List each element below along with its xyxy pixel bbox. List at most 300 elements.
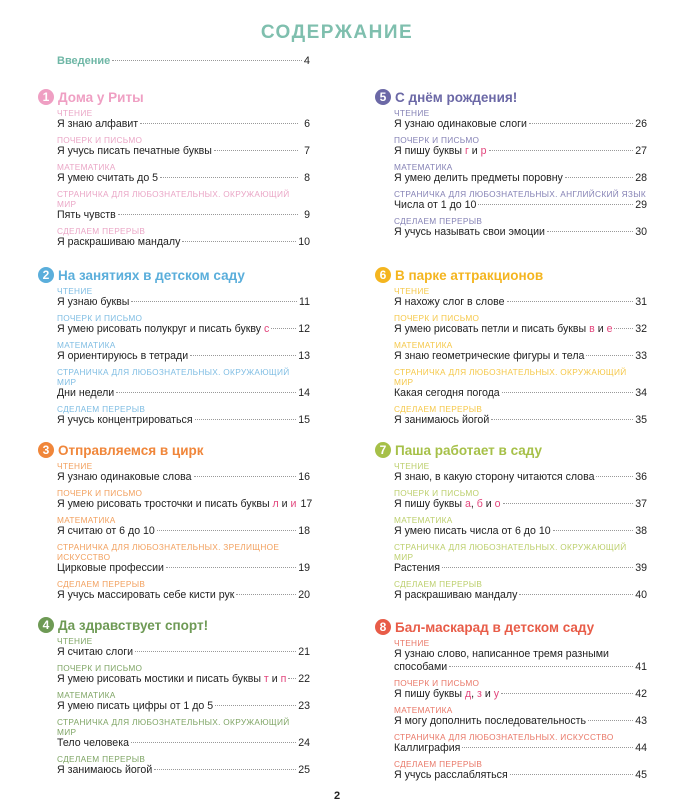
dot-leader: [166, 567, 296, 568]
title-text: Я знаю алфавит: [57, 118, 139, 130]
entry-title: [57, 562, 164, 575]
dot-leader: [131, 301, 297, 302]
page-number: 33: [635, 350, 647, 362]
entry-title: [394, 688, 499, 701]
title-text: Я раскрашиваю мандалу: [394, 589, 518, 601]
section-title: Паша работает в саду: [395, 442, 543, 458]
entry-category: МАТЕМАТИКА: [394, 162, 453, 172]
dot-leader: [214, 150, 298, 151]
dot-leader: [116, 392, 296, 393]
title-text: Дни недели: [57, 387, 115, 399]
dot-leader: [154, 769, 296, 770]
entry-title: [394, 661, 447, 674]
toc-section: [375, 618, 665, 786]
dot-leader: [502, 392, 634, 393]
toc-entry[interactable]: [394, 340, 647, 363]
title-text: Я нахожу слог в слове: [394, 296, 505, 308]
entry-title: [394, 350, 584, 363]
entry-line: [394, 145, 647, 158]
page-number: 37: [635, 498, 647, 510]
entry-title: [57, 145, 212, 158]
section-title: Отправляемся в цирк: [58, 442, 204, 458]
entry-category: ПОЧЕРК И ПИСЬМО: [394, 135, 480, 145]
dot-leader: [586, 355, 633, 356]
page-number: 41: [635, 661, 647, 673]
dot-leader: [588, 720, 633, 721]
entry-title: [394, 414, 489, 427]
toc-entry[interactable]: [394, 515, 647, 538]
entry-title: [57, 646, 133, 659]
title-text: Какая сегодня погода: [394, 387, 500, 399]
page-number: 6: [304, 118, 310, 130]
title-text: Растения: [394, 562, 441, 574]
entry-title: [57, 673, 286, 686]
entry-line: [57, 700, 310, 713]
toc-entry[interactable]: [57, 286, 310, 309]
entry-title: [57, 209, 116, 222]
toc-entry[interactable]: [394, 162, 647, 185]
entry-category: СТРАНИЧКА ДЛЯ ЛЮБОЗНАТЕЛЬНЫХ. ОКРУЖАЮЩИЙ МИР: [57, 367, 290, 387]
title-text: Я занимаюсь йогой: [57, 764, 153, 776]
section-number-badge: 7: [375, 442, 391, 458]
toc-entry[interactable]: [57, 108, 310, 131]
toc-entry[interactable]: [57, 404, 310, 427]
toc-entry[interactable]: [394, 404, 647, 427]
entry-title: [57, 764, 152, 777]
entry-line: [57, 236, 310, 249]
entry-category: ПОЧЕРК И ПИСЬМО: [394, 488, 480, 498]
section-number-badge: 4: [38, 617, 54, 633]
page-number: 17: [300, 498, 313, 510]
dot-leader: [131, 742, 296, 743]
toc-entry[interactable]: [394, 678, 647, 701]
title-text: и: [468, 145, 481, 157]
page-number: 44: [635, 742, 647, 754]
section-header[interactable]: [375, 266, 665, 284]
entry-category: ЧТЕНИЕ: [57, 636, 93, 646]
entry-category: ЧТЕНИЕ: [57, 461, 93, 471]
entry-title: [57, 236, 180, 249]
toc-section: [375, 266, 665, 431]
entry-title: [394, 525, 551, 538]
entry-title: [394, 589, 517, 602]
title-text: Я раскрашиваю мандалу: [57, 236, 181, 248]
entry-category: ЧТЕНИЕ: [394, 461, 430, 471]
page-number: 43: [635, 715, 647, 727]
entry-title: [57, 498, 296, 511]
dot-leader: [529, 123, 633, 124]
toc-entry[interactable]: [57, 340, 310, 363]
dot-leader: [565, 177, 633, 178]
title-text: ,: [471, 688, 478, 700]
section-title: В парке аттракционов: [395, 267, 544, 283]
title-text: и: [268, 673, 281, 685]
entry-title: [394, 118, 527, 131]
dot-leader: [271, 328, 296, 329]
highlighted-letter: в: [589, 323, 595, 335]
entry-line: [394, 387, 647, 400]
page-number: 42: [635, 688, 647, 700]
page-number: 35: [635, 414, 647, 426]
entry-title: [57, 296, 129, 309]
section-title: Дома у Риты: [58, 89, 144, 105]
toc-entry[interactable]: [57, 135, 310, 158]
toc-entry[interactable]: [57, 754, 310, 777]
entry-category: СТРАНИЧКА ДЛЯ ЛЮБОЗНАТЕЛЬНЫХ. ОКРУЖАЮЩИЙ МИР: [394, 367, 627, 387]
entry-line: [57, 737, 310, 750]
title-text: способами: [394, 661, 448, 673]
toc-entry[interactable]: [57, 663, 310, 686]
toc-entry[interactable]: [394, 705, 647, 728]
title-text: Я ориентируюсь в тетради: [57, 350, 189, 362]
entry-category: СДЕЛАЕМ ПЕРЕРЫВ: [57, 579, 146, 589]
dot-leader: [182, 241, 296, 242]
page-number: 23: [298, 700, 310, 712]
page-number: 12: [298, 323, 310, 335]
entry-category: ЧТЕНИЕ: [57, 108, 93, 118]
page-number: 18: [298, 525, 310, 537]
toc-section: [38, 616, 328, 781]
dot-leader: [112, 60, 302, 61]
title-text: Тело человека: [57, 737, 129, 749]
entry-title: [57, 700, 213, 713]
section-title: С днём рождения!: [395, 89, 518, 105]
section-number-badge: 5: [375, 89, 391, 105]
title-text: Я учусь называть свои эмоции: [394, 226, 545, 238]
page-number: 15: [298, 414, 310, 426]
toc-entry[interactable]: [57, 189, 310, 222]
title-text: Я умею писать числа от 6 до 10: [394, 525, 551, 537]
entry-category: ПОЧЕРК И ПИСЬМО: [57, 135, 143, 145]
entry-line: [57, 646, 310, 659]
toc-entry[interactable]: [394, 732, 647, 755]
entry-title: [57, 172, 158, 185]
toc-entry[interactable]: [57, 461, 310, 484]
dot-leader: [596, 476, 633, 477]
dot-leader: [190, 355, 296, 356]
dot-leader: [510, 774, 633, 775]
entry-title: [57, 323, 269, 336]
entry-line: [394, 296, 647, 309]
entry-title: [394, 145, 487, 158]
toc-entry[interactable]: [394, 286, 647, 309]
dot-leader: [288, 678, 296, 679]
entry-line: [394, 525, 647, 538]
toc-entry-intro[interactable]: [57, 55, 310, 67]
toc-entry[interactable]: [57, 367, 310, 400]
toc-entry[interactable]: [57, 313, 310, 336]
dot-leader: [507, 301, 634, 302]
title-text: Пять чувств: [57, 209, 116, 221]
entry-category: ПОЧЕРК И ПИСЬМО: [394, 313, 480, 323]
title-text: Я пишу буквы: [394, 688, 465, 700]
dot-leader: [449, 666, 633, 667]
entry-category: ЧТЕНИЕ: [394, 638, 430, 648]
entry-line: [57, 118, 310, 131]
title-text: и: [481, 688, 494, 700]
toc-entry[interactable]: [394, 579, 647, 602]
section-number-badge: 3: [38, 442, 54, 458]
highlighted-letter: с: [264, 323, 270, 335]
page-number: 32: [635, 323, 647, 335]
entry-title: [394, 769, 508, 782]
entry-line: [394, 323, 647, 336]
page-number: 14: [298, 387, 310, 399]
title-text: Я учусь массировать себе кисти рук: [57, 589, 235, 601]
entry-line: [57, 172, 310, 185]
dot-leader: [553, 530, 634, 531]
title-text: Я знаю геометрические фигуры и тела: [394, 350, 585, 362]
page-title: СОДЕРЖАНИЕ: [260, 22, 414, 43]
title-text: Я узнаю буквы: [57, 296, 130, 308]
section-title: На занятиях в детском саду: [58, 267, 245, 283]
page-number: 10: [298, 236, 310, 248]
entry-title: [57, 471, 192, 484]
dot-leader: [195, 419, 297, 420]
toc-section: [38, 441, 328, 606]
entry-category: ЧТЕНИЕ: [394, 286, 430, 296]
title-text: Я пишу буквы: [394, 498, 465, 510]
section-header[interactable]: [375, 618, 665, 636]
entry-title: [57, 525, 155, 538]
entry-category: СДЕЛАЕМ ПЕРЕРЫВ: [394, 404, 483, 414]
entry-title: [394, 387, 500, 400]
entry-title: [394, 471, 594, 484]
toc-entry[interactable]: [57, 579, 310, 602]
highlighted-letter: е: [606, 323, 613, 335]
page-number: 24: [298, 737, 310, 749]
dot-leader: [118, 214, 298, 215]
entry-category: ПОЧЕРК И ПИСЬМО: [57, 663, 143, 673]
entry-title-line: Я узнаю слово, написанное тремя разными: [394, 648, 609, 660]
dot-leader: [135, 651, 296, 652]
page-number: 25: [298, 764, 310, 776]
title-text: Я считаю слоги: [57, 646, 133, 658]
toc-section: [38, 266, 328, 431]
title-text: Числа от 1 до 10: [394, 199, 477, 211]
entry-line: [394, 769, 647, 782]
entry-title: [57, 387, 114, 400]
page-number: 4: [303, 55, 310, 67]
highlighted-letter: п: [280, 673, 287, 685]
entry-title: [394, 199, 476, 212]
section-title: Бал-маскарад в детском саду: [395, 619, 595, 635]
entry-category: СТРАНИЧКА ДЛЯ ЛЮБОЗНАТЕЛЬНЫХ. АНГЛИЙСКИЙ ЯЗЫК: [394, 189, 646, 199]
entry-line: [394, 118, 647, 131]
dot-leader: [547, 231, 633, 232]
highlighted-letter: т: [263, 673, 269, 685]
toc-entry[interactable]: [394, 542, 647, 575]
highlighted-letter: а: [464, 498, 471, 510]
toc-entry[interactable]: [57, 162, 310, 185]
title-text: Я могу дополнить последовательность: [394, 715, 586, 727]
section-header[interactable]: [375, 88, 665, 106]
page-number: 19: [298, 562, 310, 574]
entry-title: [394, 323, 612, 336]
page-number: 31: [635, 296, 647, 308]
page-number: 26: [635, 118, 647, 130]
entry-line: [394, 414, 647, 427]
section-number-badge: 1: [38, 89, 54, 105]
entry-line: [57, 562, 310, 575]
title-text: Я учусь писать печатные буквы: [57, 145, 212, 157]
entry-line: [394, 226, 647, 239]
toc-entry[interactable]: [394, 313, 647, 336]
entry-title: [394, 498, 501, 511]
entry-line: [57, 498, 313, 511]
entry-line: [394, 688, 647, 701]
entry-category: МАТЕМАТИКА: [57, 690, 116, 700]
section-header[interactable]: [38, 266, 328, 284]
toc-entry[interactable]: [394, 135, 647, 158]
entry-title: [394, 226, 545, 239]
entry-line: [57, 525, 310, 538]
entry-line: [57, 323, 310, 336]
entry-line: [57, 414, 310, 427]
dot-leader: [194, 476, 297, 477]
entry-category: СТРАНИЧКА ДЛЯ ЛЮБОЗНАТЕЛЬНЫХ. ОКРУЖАЮЩИЙ МИР: [57, 717, 290, 737]
entry-line: [394, 589, 647, 602]
entry-line: [57, 209, 310, 222]
toc-entry[interactable]: [57, 636, 310, 659]
title-text: Я умею рисовать петли и писать буквы: [394, 323, 590, 335]
toc-section: [375, 88, 665, 243]
title-text: Я умею писать цифры от 1 до 5: [57, 700, 214, 712]
entry-line: [394, 715, 647, 728]
dot-leader: [157, 530, 296, 531]
entry-line: [57, 145, 310, 158]
section-number-badge: 2: [38, 267, 54, 283]
toc-entry[interactable]: [394, 189, 647, 212]
entry-line: [394, 742, 647, 755]
entry-title: [394, 172, 563, 185]
entry-line: [394, 498, 647, 511]
page-number: 22: [298, 673, 310, 685]
toc-entry[interactable]: [394, 108, 647, 131]
page-number: 45: [635, 769, 647, 781]
page-number: 36: [635, 471, 647, 483]
dot-leader: [442, 567, 633, 568]
dot-leader: [140, 123, 298, 124]
page-number: 27: [635, 145, 647, 157]
title-text: Я учусь концентрироваться: [57, 414, 193, 426]
title-text: Каллиграфия: [394, 742, 461, 754]
entry-category: СДЕЛАЕМ ПЕРЕРЫВ: [57, 226, 146, 236]
toc-entry[interactable]: [394, 759, 647, 782]
title-text: Я узнаю одинаковые слоги: [394, 118, 527, 130]
entry-line: [57, 296, 310, 309]
entry-category: ЧТЕНИЕ: [57, 286, 93, 296]
entry-category: ПОЧЕРК И ПИСЬМО: [394, 678, 480, 688]
entry-line: [57, 471, 310, 484]
title-text: Я умею делить предметы поровну: [394, 172, 563, 184]
entry-category: МАТЕМАТИКА: [57, 340, 116, 350]
dot-leader: [489, 150, 634, 151]
dot-leader: [160, 177, 298, 178]
entry-category: СДЕЛАЕМ ПЕРЕРЫВ: [57, 754, 146, 764]
entry-category: МАТЕМАТИКА: [57, 162, 116, 172]
section-header[interactable]: [38, 616, 328, 634]
entry-line: [57, 350, 310, 363]
entry-line: [57, 387, 310, 400]
toc-entry[interactable]: [394, 216, 647, 239]
title-text: и: [594, 323, 607, 335]
page-number: 39: [635, 562, 647, 574]
toc-entry[interactable]: [394, 367, 647, 400]
entry-title: [394, 742, 460, 755]
dot-leader: [614, 328, 633, 329]
page-number: 11: [299, 296, 310, 308]
dot-leader: [503, 503, 634, 504]
title-text: Я пишу буквы: [394, 145, 465, 157]
entry-title: [57, 737, 129, 750]
toc-entry[interactable]: [394, 488, 647, 511]
highlighted-letter: б: [476, 498, 483, 510]
dot-leader: [236, 594, 296, 595]
entry-category: ПОЧЕРК И ПИСЬМО: [57, 313, 143, 323]
title-text: Я узнаю одинаковые слова: [57, 471, 192, 483]
entry-title: [394, 715, 586, 728]
toc-entry[interactable]: [57, 488, 313, 511]
title-text: Я занимаюсь йогой: [394, 414, 490, 426]
entry-category: СТРАНИЧКА ДЛЯ ЛЮБОЗНАТЕЛЬНЫХ. ОКРУЖАЮЩИЙ МИР: [394, 542, 627, 562]
entry-line: [57, 589, 310, 602]
entry-category: СТРАНИЧКА ДЛЯ ЛЮБОЗНАТЕЛЬНЫХ. ЗРЕЛИЩНОЕ ИСКУССТВО: [57, 542, 280, 562]
page-number: 13: [298, 350, 310, 362]
dot-leader: [478, 204, 633, 205]
entry-title: [57, 350, 188, 363]
toc-entry[interactable]: [57, 690, 310, 713]
highlighted-letter: г: [464, 145, 469, 157]
entry-title: [394, 562, 440, 575]
title-text: и: [278, 498, 291, 510]
highlighted-letter: л: [272, 498, 279, 510]
entry-line: [394, 172, 647, 185]
dot-leader: [215, 705, 296, 706]
entry-category: СТРАНИЧКА ДЛЯ ЛЮБОЗНАТЕЛЬНЫХ. ОКРУЖАЮЩИЙ МИР: [57, 189, 290, 209]
title-text: и: [482, 498, 495, 510]
dot-leader: [519, 594, 633, 595]
intro-label: Введение: [57, 55, 111, 67]
toc-entry[interactable]: [57, 515, 310, 538]
section-number-badge: 8: [375, 619, 391, 635]
entry-line: [394, 199, 647, 212]
toc-entry[interactable]: [57, 226, 310, 249]
title-text: Я считаю от 6 до 10: [57, 525, 155, 537]
highlighted-letter: и: [290, 498, 297, 510]
entry-title: [57, 118, 138, 131]
section-header[interactable]: [38, 88, 328, 106]
entry-category: ЧТЕНИЕ: [394, 108, 430, 118]
entry-category: МАТЕМАТИКА: [394, 705, 453, 715]
title-text: Я умею рисовать полукруг и писать букву: [57, 323, 265, 335]
toc-entry[interactable]: [394, 461, 647, 484]
page-footer-number: 2: [333, 790, 341, 802]
title-text: Я умею рисовать мостики и писать буквы: [57, 673, 264, 685]
toc-entry[interactable]: [57, 717, 310, 750]
title-text: Я умею считать до 5: [57, 172, 159, 184]
page-number: 38: [635, 525, 647, 537]
highlighted-letter: з: [477, 688, 482, 700]
section-header[interactable]: [38, 441, 328, 459]
section-header[interactable]: [375, 441, 665, 459]
entry-title: [57, 589, 234, 602]
toc-entry[interactable]: [57, 542, 310, 575]
entry-category: СДЕЛАЕМ ПЕРЕРЫВ: [57, 404, 146, 414]
page-number: 9: [304, 209, 310, 221]
toc-entry[interactable]: [394, 638, 647, 674]
page-number: 20: [298, 589, 310, 601]
